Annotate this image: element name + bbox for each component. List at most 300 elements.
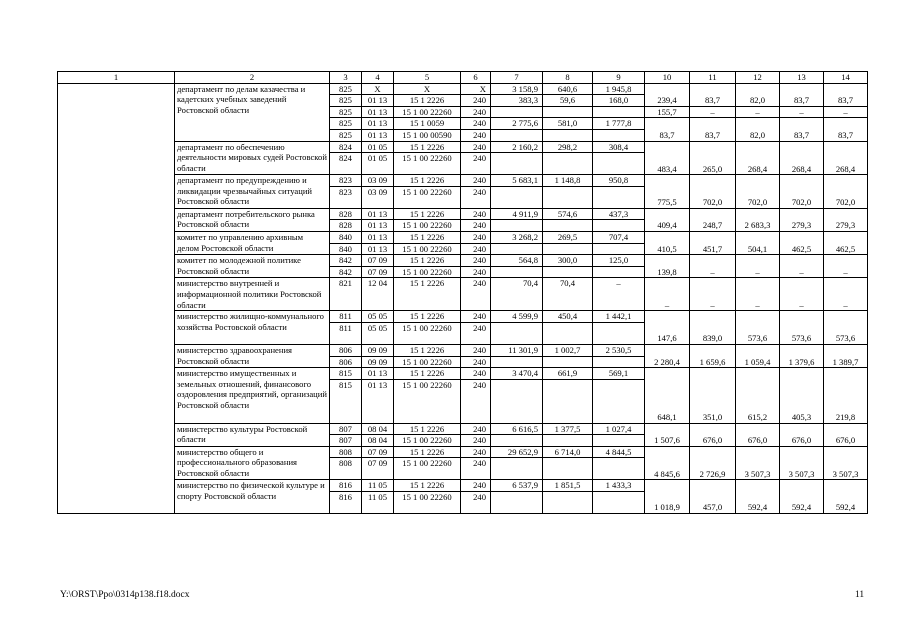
code-cell: 15 1 00 22260	[394, 435, 461, 447]
code-cell: 661,9	[543, 368, 593, 380]
value-cell: 839,0	[690, 311, 736, 345]
value-cell: 3 507,3	[824, 446, 868, 480]
column-header: 11	[690, 72, 736, 84]
value-cell: 702,0	[736, 175, 780, 209]
value-cell: –	[690, 278, 736, 311]
value-cell: 483,4	[645, 141, 690, 175]
table-row	[58, 83, 868, 95]
value-cell: 155,7	[645, 106, 690, 118]
value-cell: 1 389,7	[824, 344, 868, 367]
code-cell: 450,4	[543, 311, 593, 323]
code-cell: 240	[461, 458, 491, 480]
code-cell: 03 09	[362, 175, 394, 187]
organization-label: департамент по делам казачества и кадетских учебных заведений Ростовской области	[177, 83, 306, 115]
value-cell: 702,0	[690, 175, 736, 209]
code-cell: 842	[330, 255, 362, 267]
value-cell: 615,2	[736, 368, 780, 424]
code-cell: 15 1 00 22260	[394, 458, 461, 480]
value-cell: –	[824, 106, 868, 118]
column-header: 5	[394, 72, 461, 84]
code-cell: 298,2	[543, 141, 593, 153]
code-cell: Х	[394, 83, 461, 95]
code-cell: 240	[461, 356, 491, 368]
code-cell: 240	[461, 243, 491, 255]
value-cell: 410,5	[645, 231, 690, 254]
code-cell	[543, 356, 593, 368]
value-cell: –	[780, 255, 824, 278]
value-cell: –	[690, 106, 736, 118]
value-cell: 676,0	[824, 423, 868, 446]
code-cell: 3 470,4	[491, 368, 543, 380]
code-cell: 125,0	[593, 255, 645, 267]
code-cell: 01 13	[362, 220, 394, 232]
code-cell	[491, 322, 543, 344]
code-cell: 1 027,4	[593, 423, 645, 435]
blank-cell	[58, 83, 175, 513]
value-cell: 219,8	[824, 368, 868, 424]
code-cell	[543, 435, 593, 447]
code-cell: 824	[330, 141, 362, 153]
value-cell: –	[690, 255, 736, 278]
code-cell: 240	[461, 266, 491, 278]
code-cell: 240	[461, 175, 491, 187]
code-cell: 11 05	[362, 492, 394, 514]
table-header-row	[58, 72, 868, 84]
organization-name	[175, 368, 330, 424]
code-cell: 15 1 2226	[394, 95, 461, 107]
code-cell: 825	[330, 83, 362, 95]
value-cell: 648,1	[645, 368, 690, 424]
code-cell: 1 945,8	[593, 83, 645, 95]
code-cell	[491, 243, 543, 255]
code-cell: 2 160,2	[491, 141, 543, 153]
code-cell: 3 158,9	[491, 83, 543, 95]
code-cell: 269,5	[543, 231, 593, 243]
code-cell: 815	[330, 379, 362, 423]
value-cell: 462,5	[824, 231, 868, 254]
code-cell	[491, 153, 543, 175]
code-cell: 09 09	[362, 344, 394, 356]
value-cell: 573,6	[824, 311, 868, 345]
code-cell: 07 09	[362, 255, 394, 267]
code-cell: 15 1 2226	[394, 311, 461, 323]
code-cell: 01 13	[362, 129, 394, 141]
table-row	[58, 231, 868, 243]
code-cell: 240	[461, 423, 491, 435]
code-cell: 1 442,1	[593, 311, 645, 323]
value-cell: 573,6	[780, 311, 824, 345]
organization-name	[175, 141, 330, 175]
code-cell	[543, 492, 593, 514]
code-cell	[491, 266, 543, 278]
code-cell: 828	[330, 208, 362, 220]
code-cell: 811	[330, 311, 362, 323]
code-cell: 15 1 2226	[394, 175, 461, 187]
value-cell: 268,4	[824, 141, 868, 175]
code-cell: 15 1 2226	[394, 255, 461, 267]
column-header: 13	[780, 72, 824, 84]
code-cell: 6 714,0	[543, 446, 593, 458]
column-header: 6	[461, 72, 491, 84]
code-cell	[593, 153, 645, 175]
organization-label: министерство имущественных и земельных отношений, финансового оздоровления предприятий, организаций Ростовской области	[177, 368, 327, 410]
organization-label: министерство здравоохранения Ростовской области	[177, 344, 293, 366]
code-cell: 15 1 2226	[394, 368, 461, 380]
value-cell: 405,3	[780, 368, 824, 424]
code-cell: 15 1 2226	[394, 423, 461, 435]
code-cell: 807	[330, 435, 362, 447]
code-cell: 15 1 00 22260	[394, 106, 461, 118]
footer-page-number: 11	[855, 590, 865, 600]
code-cell: 574,6	[543, 208, 593, 220]
code-cell: 07 09	[362, 266, 394, 278]
code-cell: 240	[461, 379, 491, 423]
code-cell: 240	[461, 208, 491, 220]
code-cell: 240	[461, 95, 491, 107]
code-cell: 240	[461, 446, 491, 458]
value-cell: 248,7	[690, 208, 736, 231]
value-cell: 279,3	[824, 208, 868, 231]
code-cell: 05 05	[362, 322, 394, 344]
code-cell: 825	[330, 118, 362, 130]
code-cell: 240	[461, 186, 491, 208]
code-cell: 808	[330, 458, 362, 480]
code-cell	[543, 266, 593, 278]
code-cell: 29 652,9	[491, 446, 543, 458]
code-cell: 1 851,5	[543, 480, 593, 492]
code-cell	[543, 106, 593, 118]
code-cell	[491, 492, 543, 514]
code-cell: 4 911,9	[491, 208, 543, 220]
code-cell: 15 1 00 22260	[394, 322, 461, 344]
code-cell	[491, 356, 543, 368]
value-cell: 592,4	[824, 480, 868, 514]
column-header: 12	[736, 72, 780, 84]
value-cell: 702,0	[824, 175, 868, 209]
code-cell: 240	[461, 278, 491, 311]
code-cell: 15 1 00 22260	[394, 356, 461, 368]
value-cell: 268,4	[736, 141, 780, 175]
organization-name	[175, 83, 330, 141]
code-cell: 807	[330, 423, 362, 435]
column-header: 14	[824, 72, 868, 84]
value-cell: –	[780, 106, 824, 118]
organization-name	[175, 446, 330, 480]
code-cell	[593, 322, 645, 344]
value-cell: 2 726,9	[690, 446, 736, 480]
organization-name	[175, 255, 330, 278]
code-cell: 824	[330, 153, 362, 175]
code-cell: 15 1 00 22260	[394, 243, 461, 255]
code-cell: 59,6	[543, 95, 593, 107]
value-cell: 451,7	[690, 231, 736, 254]
code-cell	[543, 129, 593, 141]
code-cell: 3 268,2	[491, 231, 543, 243]
code-cell: 15 1 2226	[394, 208, 461, 220]
value-cell: 702,0	[780, 175, 824, 209]
code-cell: 05 05	[362, 311, 394, 323]
code-cell: 950,8	[593, 175, 645, 187]
code-cell	[491, 220, 543, 232]
code-cell: 07 09	[362, 458, 394, 480]
code-cell	[593, 356, 645, 368]
table-row	[58, 446, 868, 458]
code-cell: 70,4	[491, 278, 543, 311]
code-cell	[491, 379, 543, 423]
table-row	[58, 311, 868, 323]
code-cell	[593, 220, 645, 232]
value-cell: 83,7	[690, 83, 736, 106]
value-cell: 239,4	[645, 83, 690, 106]
value-cell: 676,0	[780, 423, 824, 446]
code-cell: 4 844,5	[593, 446, 645, 458]
code-cell: 240	[461, 231, 491, 243]
code-cell: 308,4	[593, 141, 645, 153]
value-cell: 504,1	[736, 231, 780, 254]
organization-name	[175, 480, 330, 514]
code-cell: 15 1 00 22260	[394, 379, 461, 423]
column-header: 3	[330, 72, 362, 84]
value-cell: 265,0	[690, 141, 736, 175]
code-cell: 01 05	[362, 153, 394, 175]
value-cell: –	[824, 278, 868, 311]
code-cell: 825	[330, 106, 362, 118]
organization-label: департамент по обеспечению деятельности мировых судей Ростовской области	[177, 141, 327, 173]
code-cell: 15 1 00 22260	[394, 266, 461, 278]
code-cell	[593, 243, 645, 255]
column-header: 2	[175, 72, 330, 84]
value-cell: 573,6	[736, 311, 780, 345]
value-cell: 83,7	[824, 83, 868, 106]
value-cell: 82,0	[736, 118, 780, 141]
code-cell: 823	[330, 175, 362, 187]
code-cell: 15 1 2226	[394, 480, 461, 492]
value-cell: 775,5	[645, 175, 690, 209]
code-cell	[593, 435, 645, 447]
code-cell	[593, 458, 645, 480]
value-cell: 676,0	[736, 423, 780, 446]
value-cell: 279,3	[780, 208, 824, 231]
code-cell: 808	[330, 446, 362, 458]
value-cell: –	[645, 278, 690, 311]
value-cell: –	[736, 106, 780, 118]
organization-label: департамент по предупреждению и ликвидации чрезвычайных ситуаций Ростовской области	[177, 175, 313, 207]
code-cell: 240	[461, 344, 491, 356]
code-cell: 11 301,9	[491, 344, 543, 356]
code-cell: 1 002,7	[543, 344, 593, 356]
code-cell	[543, 243, 593, 255]
code-cell	[491, 435, 543, 447]
code-cell: 437,3	[593, 208, 645, 220]
code-cell: 240	[461, 220, 491, 232]
code-cell	[543, 379, 593, 423]
code-cell: 240	[461, 311, 491, 323]
code-cell: 15 1 2226	[394, 446, 461, 458]
code-cell: 825	[330, 129, 362, 141]
organization-label: министерство внутренней и информационной политики Ростовской области	[177, 278, 322, 310]
organization-label: департамент потребительского рынка Ростовской области	[177, 208, 315, 230]
code-cell: 240	[461, 255, 491, 267]
code-cell: 15 1 2226	[394, 141, 461, 153]
code-cell	[593, 492, 645, 514]
value-cell: 351,0	[690, 368, 736, 424]
value-cell: 676,0	[690, 423, 736, 446]
table-row	[58, 368, 868, 380]
code-cell: 383,3	[491, 95, 543, 107]
code-cell: 806	[330, 356, 362, 368]
code-cell	[491, 186, 543, 208]
code-cell: 15 1 00 22260	[394, 492, 461, 514]
value-cell: 592,4	[780, 480, 824, 514]
code-cell: 240	[461, 492, 491, 514]
code-cell: 15 1 2226	[394, 231, 461, 243]
code-cell: 6 537,9	[491, 480, 543, 492]
value-cell: 4 845,6	[645, 446, 690, 480]
code-cell: 09 09	[362, 356, 394, 368]
organization-label: министерство по физической культуре и спорту Ростовской области	[177, 480, 325, 502]
code-cell: 300,0	[543, 255, 593, 267]
code-cell: 823	[330, 186, 362, 208]
value-cell: –	[736, 255, 780, 278]
code-cell	[491, 129, 543, 141]
code-cell: 2 530,5	[593, 344, 645, 356]
organization-name	[175, 208, 330, 231]
value-cell: 83,7	[645, 118, 690, 141]
value-cell: 139,8	[645, 255, 690, 278]
code-cell: 15 1 00 00590	[394, 129, 461, 141]
value-cell: 3 507,3	[780, 446, 824, 480]
code-cell: 1 777,8	[593, 118, 645, 130]
code-cell	[491, 458, 543, 480]
code-cell: –	[593, 278, 645, 311]
code-cell: 640,6	[543, 83, 593, 95]
table-row	[58, 255, 868, 267]
code-cell: 564,8	[491, 255, 543, 267]
organization-name	[175, 175, 330, 209]
code-cell: 15 1 00 22260	[394, 220, 461, 232]
code-cell	[491, 106, 543, 118]
code-cell: 842	[330, 266, 362, 278]
value-cell: –	[736, 278, 780, 311]
code-cell: 15 1 00 22260	[394, 186, 461, 208]
value-cell: 268,4	[780, 141, 824, 175]
table-row	[58, 480, 868, 492]
organization-name	[175, 231, 330, 254]
column-header: 9	[593, 72, 645, 84]
code-cell: 825	[330, 95, 362, 107]
organization-label: министерство общего и профессионального образования Ростовской области	[177, 446, 297, 479]
code-cell	[543, 153, 593, 175]
code-cell	[543, 458, 593, 480]
footer-file-path: Y:\ORST\Ppo\0314p138.f18.docx	[60, 590, 190, 600]
code-cell: 821	[330, 278, 362, 311]
table-row	[58, 423, 868, 435]
code-cell: 240	[461, 129, 491, 141]
value-cell: 2 683,3	[736, 208, 780, 231]
value-cell: 1 507,6	[645, 423, 690, 446]
code-cell: 01 13	[362, 368, 394, 380]
code-cell: 240	[461, 153, 491, 175]
code-cell: 815	[330, 368, 362, 380]
value-cell: 83,7	[780, 83, 824, 106]
code-cell: 581,0	[543, 118, 593, 130]
value-cell: 457,0	[690, 480, 736, 514]
organization-label: министерство жилищно-коммунального хозяйства Ростовской области	[177, 311, 324, 332]
organization-label: комитет по молодежной политике Ростовской области	[177, 255, 301, 276]
value-cell: 409,4	[645, 208, 690, 231]
code-cell	[593, 266, 645, 278]
organization-name	[175, 423, 330, 446]
value-cell: 83,7	[780, 118, 824, 141]
code-cell: 01 13	[362, 118, 394, 130]
code-cell: 240	[461, 368, 491, 380]
value-cell: 1 018,9	[645, 480, 690, 514]
value-cell: 1 379,6	[780, 344, 824, 367]
column-header: 7	[491, 72, 543, 84]
table-row	[58, 344, 868, 356]
value-cell: –	[780, 278, 824, 311]
value-cell: 82,0	[736, 83, 780, 106]
column-header: 8	[543, 72, 593, 84]
code-cell	[543, 322, 593, 344]
code-cell	[543, 220, 593, 232]
code-cell: Х	[461, 83, 491, 95]
code-cell	[593, 129, 645, 141]
code-cell: 03 09	[362, 186, 394, 208]
code-cell: 01 13	[362, 95, 394, 107]
value-cell: 2 280,4	[645, 344, 690, 367]
value-cell: –	[824, 255, 868, 278]
code-cell: 707,4	[593, 231, 645, 243]
value-cell: 83,7	[824, 118, 868, 141]
code-cell: 70,4	[543, 278, 593, 311]
code-cell: 1 433,3	[593, 480, 645, 492]
organization-name	[175, 344, 330, 367]
code-cell: 240	[461, 106, 491, 118]
code-cell: 15 1 2226	[394, 278, 461, 311]
organization-label: комитет по управлению архивным делом Ростовской области	[177, 231, 304, 253]
organization-label: министерство культуры Ростовской области	[177, 423, 308, 445]
code-cell: 15 1 0059	[394, 118, 461, 130]
code-cell	[593, 106, 645, 118]
value-cell: 462,5	[780, 231, 824, 254]
code-cell: 811	[330, 322, 362, 344]
code-cell: 11 05	[362, 480, 394, 492]
code-cell: 4 599,9	[491, 311, 543, 323]
code-cell: 07 09	[362, 446, 394, 458]
code-cell: 15 1 00 22260	[394, 153, 461, 175]
table-row	[58, 175, 868, 187]
code-cell: 15 1 2226	[394, 344, 461, 356]
table-row	[58, 278, 868, 311]
code-cell: 806	[330, 344, 362, 356]
column-header: 1	[58, 72, 175, 84]
code-cell: 1 148,8	[543, 175, 593, 187]
code-cell: 01 13	[362, 243, 394, 255]
organization-name	[175, 311, 330, 345]
column-header: 4	[362, 72, 394, 84]
budget-table	[57, 71, 868, 514]
code-cell: 828	[330, 220, 362, 232]
code-cell	[543, 186, 593, 208]
table-row	[58, 141, 868, 153]
code-cell: 816	[330, 492, 362, 514]
code-cell: 01 13	[362, 208, 394, 220]
code-cell: 240	[461, 322, 491, 344]
value-cell: 3 507,3	[736, 446, 780, 480]
code-cell: 816	[330, 480, 362, 492]
code-cell: 08 04	[362, 435, 394, 447]
